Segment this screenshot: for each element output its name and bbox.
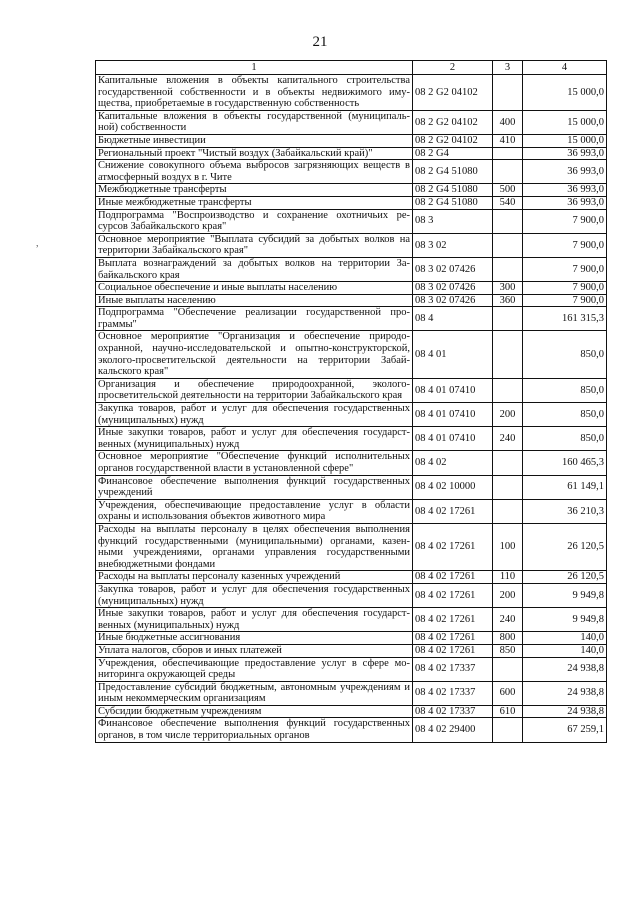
row-type xyxy=(493,307,523,331)
row-name: Подпрограмма "Обеспечение реализации государственной про-граммы" xyxy=(96,307,413,331)
row-name: Учреждения, обеспечивающие предоставление услуг в области охраны и использования объектов животного мира xyxy=(96,499,413,523)
table-row xyxy=(96,475,607,499)
header-col-4: 4 xyxy=(523,61,607,75)
header-col-2: 2 xyxy=(413,61,493,75)
table-row xyxy=(96,378,607,402)
row-amount: 140,0 xyxy=(523,632,607,645)
row-name: Капитальные вложения в объекты государственной (муниципаль-ной) собственности xyxy=(96,110,413,134)
row-type xyxy=(493,209,523,233)
row-amount: 15 000,0 xyxy=(523,75,607,111)
row-code: 08 2 G2 04102 xyxy=(413,134,493,147)
row-type: 610 xyxy=(493,705,523,718)
row-name: Учреждения, обеспечивающие предоставление услуг в сфере мо-ниторинга окружающей среды xyxy=(96,657,413,681)
row-code: 08 3 02 07426 xyxy=(413,282,493,295)
row-name: Основное мероприятие "Выплата субсидий за добытых волков на территории Забайкальского края" xyxy=(96,233,413,257)
row-code: 08 4 02 17261 xyxy=(413,499,493,523)
row-name: Социальное обеспечение и иные выплаты населению xyxy=(96,282,413,295)
row-name: Иные закупки товаров, работ и услуг для обеспечения государст-венных (муниципальных) нужд xyxy=(96,608,413,632)
row-code: 08 4 02 17261 xyxy=(413,608,493,632)
table-row xyxy=(96,134,607,147)
table-row xyxy=(96,718,607,742)
row-amount: 161 315,3 xyxy=(523,307,607,331)
row-type: 410 xyxy=(493,134,523,147)
row-type xyxy=(493,451,523,475)
budget-table xyxy=(95,60,607,743)
row-amount: 36 210,3 xyxy=(523,499,607,523)
row-code: 08 4 01 07410 xyxy=(413,378,493,402)
row-amount: 160 465,3 xyxy=(523,451,607,475)
row-type: 200 xyxy=(493,403,523,427)
table-row xyxy=(96,632,607,645)
row-code: 08 4 01 07410 xyxy=(413,403,493,427)
row-type xyxy=(493,378,523,402)
table-row xyxy=(96,75,607,111)
row-name: Предоставление субсидий бюджетным, автономным учреждениям и иным некоммерческим организациям xyxy=(96,681,413,705)
page-number: 21 xyxy=(312,34,328,50)
row-name: Бюджетные инвестиции xyxy=(96,134,413,147)
table-row xyxy=(96,571,607,584)
table-row xyxy=(96,608,607,632)
row-name: Иные выплаты населению xyxy=(96,294,413,307)
table-row xyxy=(96,233,607,257)
table-row xyxy=(96,523,607,570)
row-type: 800 xyxy=(493,632,523,645)
row-type xyxy=(493,257,523,281)
row-name: Основное мероприятие "Обеспечение функций исполнительных органов государственной власти в установленной сфере" xyxy=(96,451,413,475)
row-code: 08 4 02 17337 xyxy=(413,657,493,681)
row-amount: 9 949,8 xyxy=(523,583,607,607)
row-amount: 36 993,0 xyxy=(523,196,607,209)
row-amount: 7 900,0 xyxy=(523,233,607,257)
row-name: Расходы на выплаты персоналу в целях обеспечения выполнения функций государственными (муниципальными) органами, казен-ными учреждениями, органами управления государственными внебюджетными фондами xyxy=(96,523,413,570)
row-type xyxy=(493,233,523,257)
row-amount: 15 000,0 xyxy=(523,110,607,134)
row-amount: 7 900,0 xyxy=(523,257,607,281)
row-code: 08 2 G4 51080 xyxy=(413,184,493,197)
row-name: Капитальные вложения в объекты капитального строительства государственной собственности и в объекты недвижимого иму-щества, приобретаемые в государственную собственность xyxy=(96,75,413,111)
row-code: 08 4 02 17261 xyxy=(413,523,493,570)
row-amount: 26 120,5 xyxy=(523,523,607,570)
row-code: 08 2 G2 04102 xyxy=(413,75,493,111)
row-type xyxy=(493,499,523,523)
row-amount: 67 259,1 xyxy=(523,718,607,742)
table-row xyxy=(96,307,607,331)
table-header xyxy=(96,61,607,75)
row-amount: 15 000,0 xyxy=(523,134,607,147)
row-name: Закупка товаров, работ и услуг для обеспечения государственных (муниципальных) нужд xyxy=(96,403,413,427)
row-code: 08 4 01 xyxy=(413,331,493,378)
row-amount: 140,0 xyxy=(523,644,607,657)
table-row xyxy=(96,257,607,281)
row-amount: 850,0 xyxy=(523,427,607,451)
row-type: 110 xyxy=(493,571,523,584)
row-type: 400 xyxy=(493,110,523,134)
row-name: Снижение совокупного объема выбросов загрязняющих веществ в атмосферный воздух в г. Чите xyxy=(96,160,413,184)
row-name: Финансовое обеспечение выполнения функций государственных учреждений xyxy=(96,475,413,499)
table-row xyxy=(96,427,607,451)
row-name: Уплата налогов, сборов и иных платежей xyxy=(96,644,413,657)
row-type: 200 xyxy=(493,583,523,607)
row-name: Выплата вознаграждений за добытых волков на территории За-байкальского края xyxy=(96,257,413,281)
row-code: 08 4 02 17261 xyxy=(413,583,493,607)
row-code: 08 4 01 07410 xyxy=(413,427,493,451)
row-amount: 36 993,0 xyxy=(523,147,607,160)
row-type xyxy=(493,718,523,742)
row-name: Субсидии бюджетным учреждениям xyxy=(96,705,413,718)
row-code: 08 3 02 xyxy=(413,233,493,257)
table-row xyxy=(96,657,607,681)
row-code: 08 4 02 17261 xyxy=(413,632,493,645)
header-row xyxy=(96,61,607,75)
row-type: 540 xyxy=(493,196,523,209)
row-code: 08 3 02 07426 xyxy=(413,294,493,307)
row-code: 08 4 02 17261 xyxy=(413,644,493,657)
row-amount: 36 993,0 xyxy=(523,184,607,197)
table-row xyxy=(96,184,607,197)
margin-mark: , xyxy=(36,238,39,249)
row-type: 240 xyxy=(493,608,523,632)
row-amount: 24 938,8 xyxy=(523,657,607,681)
row-type xyxy=(493,331,523,378)
row-name: Финансовое обеспечение выполнения функций государственных органов, в том числе территориальных органов xyxy=(96,718,413,742)
table-row xyxy=(96,294,607,307)
row-name: Организация и обеспечение природоохранной, эколого-просветительской деятельности на территории Забайкальского края xyxy=(96,378,413,402)
row-amount: 26 120,5 xyxy=(523,571,607,584)
row-code: 08 2 G4 51080 xyxy=(413,160,493,184)
row-name: Подпрограмма "Воспроизводство и сохранение охотничьих ре-сурсов Забайкальского края" xyxy=(96,209,413,233)
row-type xyxy=(493,147,523,160)
row-type xyxy=(493,75,523,111)
table-row xyxy=(96,282,607,295)
table-row xyxy=(96,499,607,523)
row-name: Закупка товаров, работ и услуг для обеспечения государственных (муниципальных) нужд xyxy=(96,583,413,607)
row-code: 08 4 02 29400 xyxy=(413,718,493,742)
row-type xyxy=(493,657,523,681)
row-amount: 850,0 xyxy=(523,331,607,378)
table-body xyxy=(96,75,607,743)
row-code: 08 4 02 xyxy=(413,451,493,475)
row-type: 850 xyxy=(493,644,523,657)
row-type: 360 xyxy=(493,294,523,307)
row-type: 300 xyxy=(493,282,523,295)
row-type: 600 xyxy=(493,681,523,705)
row-amount: 24 938,8 xyxy=(523,705,607,718)
table-row xyxy=(96,583,607,607)
row-amount: 61 149,1 xyxy=(523,475,607,499)
table-row xyxy=(96,196,607,209)
row-amount: 7 900,0 xyxy=(523,294,607,307)
row-amount: 7 900,0 xyxy=(523,282,607,295)
row-amount: 36 993,0 xyxy=(523,160,607,184)
row-code: 08 4 02 17337 xyxy=(413,681,493,705)
row-code: 08 3 02 07426 xyxy=(413,257,493,281)
row-code: 08 2 G4 51080 xyxy=(413,196,493,209)
table-row xyxy=(96,451,607,475)
row-name: Иные бюджетные ассигнования xyxy=(96,632,413,645)
row-name: Иные закупки товаров, работ и услуг для обеспечения государст-венных (муниципальных) нужд xyxy=(96,427,413,451)
row-type xyxy=(493,475,523,499)
row-code: 08 4 02 10000 xyxy=(413,475,493,499)
table-row xyxy=(96,403,607,427)
row-name: Основное мероприятие "Организация и обеспечение природо-охранной, научно-исследовательской и опытно-конструкторской, эколого-просветительской деятельности на территории Забай-кальского края" xyxy=(96,331,413,378)
row-code: 08 2 G2 04102 xyxy=(413,110,493,134)
table-row xyxy=(96,644,607,657)
row-type: 500 xyxy=(493,184,523,197)
row-amount: 850,0 xyxy=(523,403,607,427)
row-type xyxy=(493,160,523,184)
row-amount: 850,0 xyxy=(523,378,607,402)
row-type: 100 xyxy=(493,523,523,570)
row-amount: 9 949,8 xyxy=(523,608,607,632)
row-code: 08 3 xyxy=(413,209,493,233)
row-amount: 7 900,0 xyxy=(523,209,607,233)
row-name: Региональный проект "Чистый воздух (Забайкальский край)" xyxy=(96,147,413,160)
row-code: 08 2 G4 xyxy=(413,147,493,160)
table-row xyxy=(96,331,607,378)
header-col-1: 1 xyxy=(96,61,413,75)
row-code: 08 4 02 17261 xyxy=(413,571,493,584)
row-type: 240 xyxy=(493,427,523,451)
row-name: Иные межбюджетные трансферты xyxy=(96,196,413,209)
table-row xyxy=(96,147,607,160)
row-amount: 24 938,8 xyxy=(523,681,607,705)
table-row xyxy=(96,681,607,705)
header-col-3: 3 xyxy=(493,61,523,75)
table-row xyxy=(96,110,607,134)
row-code: 08 4 02 17337 xyxy=(413,705,493,718)
row-name: Межбюджетные трансферты xyxy=(96,184,413,197)
table-row xyxy=(96,705,607,718)
table-row xyxy=(96,209,607,233)
row-name: Расходы на выплаты персоналу казенных учреждений xyxy=(96,571,413,584)
table-row xyxy=(96,160,607,184)
row-code: 08 4 xyxy=(413,307,493,331)
